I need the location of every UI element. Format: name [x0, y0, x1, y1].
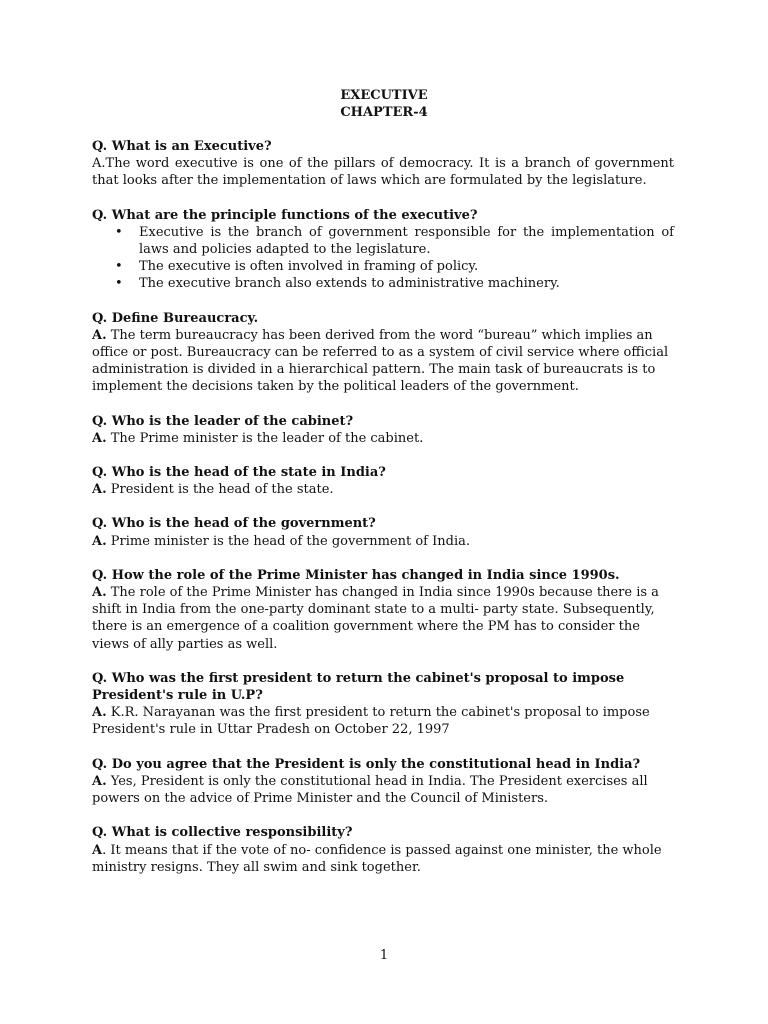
answer-prefix: A. [92, 482, 107, 498]
qa-item-2 [92, 207, 674, 293]
answer-text: Prime minister is the head of the government of India. [106, 533, 470, 549]
bullet-list [92, 224, 674, 293]
question: Q. How the role of the Prime Minister has changed in India since 1990s. [92, 567, 620, 583]
qa-item-10 [92, 824, 674, 876]
chapter-label: CHAPTER-4 [340, 105, 428, 120]
answer [92, 842, 674, 876]
qa-item-5 [92, 464, 674, 498]
answer-prefix: A. [92, 327, 107, 343]
answer [92, 481, 674, 498]
bullet-item: • The executive is often involved in framing of policy. [139, 258, 674, 275]
answer-prefix: A. [92, 705, 107, 721]
page-number: 1 [379, 948, 389, 963]
document-heading [0, 87, 768, 121]
answer-prefix: A. [92, 585, 107, 601]
qa-item-7 [92, 567, 674, 653]
qa-item-8 [92, 670, 674, 739]
question: Q. What is an Executive? [92, 139, 272, 154]
answer [92, 704, 674, 738]
question: Q. What is collective responsibility? [92, 825, 353, 841]
answer [92, 430, 674, 447]
answer-prefix: A. [92, 773, 107, 789]
answer-prefix: A. [92, 430, 107, 446]
question: Q. Define Bureaucracy. [92, 310, 259, 326]
answer-text: A.The word executive is one of the pillars of democracy. It is a branch of government that looks after the implementation of laws which are formulated by the legislature. [92, 156, 674, 189]
answer-text: The term bureaucracy has been derived from the word “bureau” which implies an office or post. Bureaucracy can be referred to as a system of civil service where official administration is divided in a hierarchical pattern. The main task of bureaucrats is to implement the decisions taken by the political leaders of the government. [92, 327, 669, 395]
answer-text: The Prime minister is the leader of the cabinet. [106, 430, 424, 446]
qa-item-3 [92, 310, 674, 396]
question: Q. Who is the head of the state in India? [92, 465, 386, 481]
answer-prefix: A. [92, 533, 107, 549]
answer-text: The role of the Prime Minister has changed in India since 1990s because there is a shift in India from the one-party dominant state to a multi- party state. Subsequently, there is an emergence of a coalition government where the PM has to consider the views of ally parties as well. [92, 585, 659, 652]
question: Q. What are the principle functions of the executive? [92, 207, 478, 223]
question: Q. Do you agree that the President is only the constitutional head in India? [92, 756, 641, 772]
question: Q. Who was the first president to return the cabinet's proposal to impose President's rule in U.P? [92, 670, 625, 704]
answer-prefix: A [92, 842, 103, 858]
answer [92, 584, 674, 653]
qa-item-6 [92, 515, 674, 549]
answer [92, 773, 674, 807]
qa-item-9 [92, 756, 674, 808]
qa-content [92, 138, 674, 893]
document-title: EXECUTIVE [340, 88, 428, 103]
question: Q. Who is the head of the government? [92, 516, 376, 532]
qa-item-1 [92, 138, 674, 190]
qa-item-4 [92, 413, 674, 447]
answer [92, 327, 674, 396]
answer-text: . It means that if the vote of no- confidence is passed against one minister, the whole ministry resigns. They all swim and sink together. [92, 842, 662, 875]
answer [92, 155, 674, 189]
bullet-item: • Executive is the branch of government responsible for the implementation of laws and policies adapted to the legislature. [139, 224, 674, 258]
answer-text: Yes, President is only the constitutional head in India. The President exercises all powers on the advice of Prime Minister and the Council of Ministers. [92, 773, 648, 807]
answer-text: K.R. Narayanan was the first president to return the cabinet's proposal to impose President's rule in Uttar Pradesh on October 22, 1997 [92, 705, 650, 738]
bullet-item: • The executive branch also extends to administrative machinery. [139, 275, 674, 292]
answer [92, 533, 674, 550]
answer-text: President is the head of the state. [106, 482, 334, 498]
question: Q. Who is the leader of the cabinet? [92, 413, 354, 429]
